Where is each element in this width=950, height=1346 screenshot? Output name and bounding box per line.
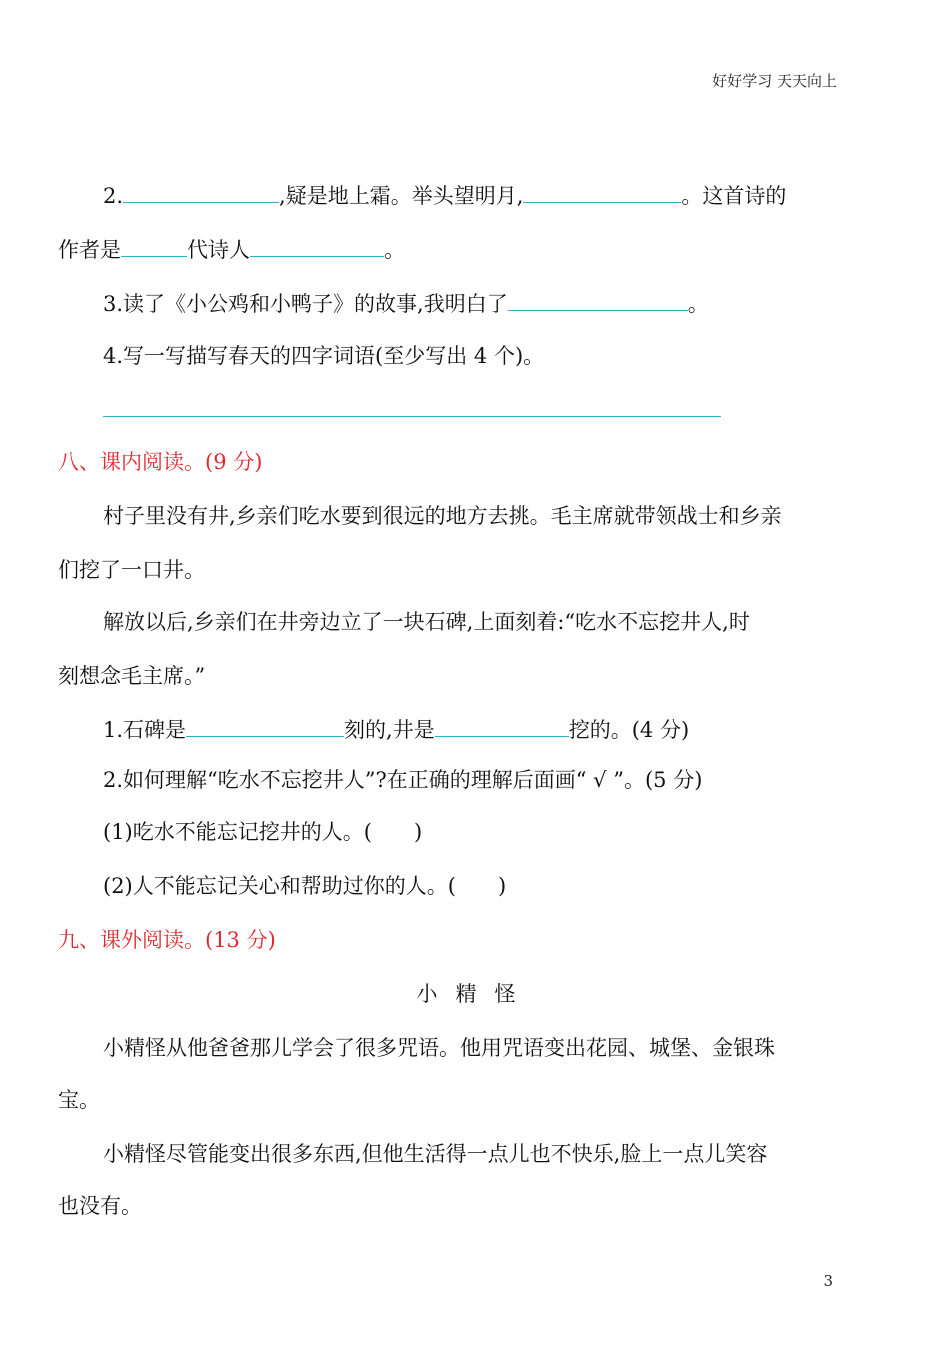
section9-para1-line1: 小精怪从他爸爸那儿学会了很多咒语。他用咒语变出花园、城堡、金银珠 bbox=[103, 1036, 775, 1060]
answer-blank[interactable] bbox=[250, 234, 384, 257]
answer-line[interactable] bbox=[103, 416, 721, 417]
q7-item3 bbox=[103, 288, 840, 318]
section8-q2: 2.如何理解“吃水不忘挖井人”?在正确的理解后面画“ √ ”。(5 分) bbox=[103, 768, 703, 792]
section8-q1-mid: 刻的,井是 bbox=[344, 718, 435, 742]
section8-option2[interactable]: (2)人不能忘记关心和帮助过你的人。( ) bbox=[103, 874, 507, 898]
section8-para1-line2: 们挖了一口井。 bbox=[58, 558, 205, 582]
answer-blank[interactable] bbox=[523, 180, 681, 203]
section8-q1-end: 挖的。(4 分) bbox=[568, 718, 690, 742]
page-number: 3 bbox=[823, 1272, 833, 1290]
q7-item4: 4.写一写描写春天的四字词语(至少写出 4 个)。 bbox=[103, 344, 545, 368]
section9-para2-line2: 也没有。 bbox=[58, 1194, 142, 1218]
section8-q1 bbox=[103, 714, 840, 744]
q7-item2-line1 bbox=[103, 180, 840, 210]
answer-blank[interactable] bbox=[121, 234, 187, 257]
q7-item3-end: 。 bbox=[687, 292, 709, 316]
answer-blank[interactable] bbox=[508, 288, 688, 311]
section8-para2-line2: 刻想念毛主席。” bbox=[58, 664, 206, 688]
section9-para1-line2: 宝。 bbox=[58, 1088, 100, 1112]
q7-item2-dynasty-label: 代诗人 bbox=[187, 238, 250, 262]
answer-blank[interactable] bbox=[435, 714, 569, 737]
story-title: 小精怪 bbox=[416, 982, 534, 1006]
section9-title: 九、课外阅读。(13 分) bbox=[58, 928, 276, 952]
section8-para2-line1: 解放以后,乡亲们在井旁边立了一块石碑,上面刻着:“吃水不忘挖井人,时 bbox=[103, 610, 750, 634]
section8-q1-start: 1.石碑是 bbox=[103, 718, 187, 742]
q7-item2-number: 2. bbox=[103, 184, 124, 208]
q7-item2-line2 bbox=[58, 234, 840, 264]
answer-blank[interactable] bbox=[186, 714, 344, 737]
header-note: 好好学习 天天向上 bbox=[712, 72, 837, 90]
q7-item2-line2-end: 。 bbox=[384, 238, 405, 262]
q7-item2-mid-text: ,疑是地上霜。举头望明月, bbox=[279, 184, 524, 208]
section8-option1[interactable]: (1)吃水不能忘记挖井的人。( ) bbox=[103, 820, 423, 844]
section9-para2-line1: 小精怪尽管能变出很多东西,但他生活得一点儿也不快乐,脸上一点儿笑容 bbox=[103, 1142, 768, 1166]
q7-item3-text: 3.读了《小公鸡和小鸭子》的故事,我明白了 bbox=[103, 292, 508, 316]
q7-item2-author-label: 作者是 bbox=[58, 238, 121, 262]
section8-para1-line1: 村子里没有井,乡亲们吃水要到很远的地方去挑。毛主席就带领战士和乡亲 bbox=[103, 504, 782, 528]
q7-item2-end-text: 。这首诗的 bbox=[681, 184, 787, 208]
section8-title: 八、课内阅读。(9 分) bbox=[58, 450, 263, 474]
answer-blank[interactable] bbox=[123, 180, 279, 203]
